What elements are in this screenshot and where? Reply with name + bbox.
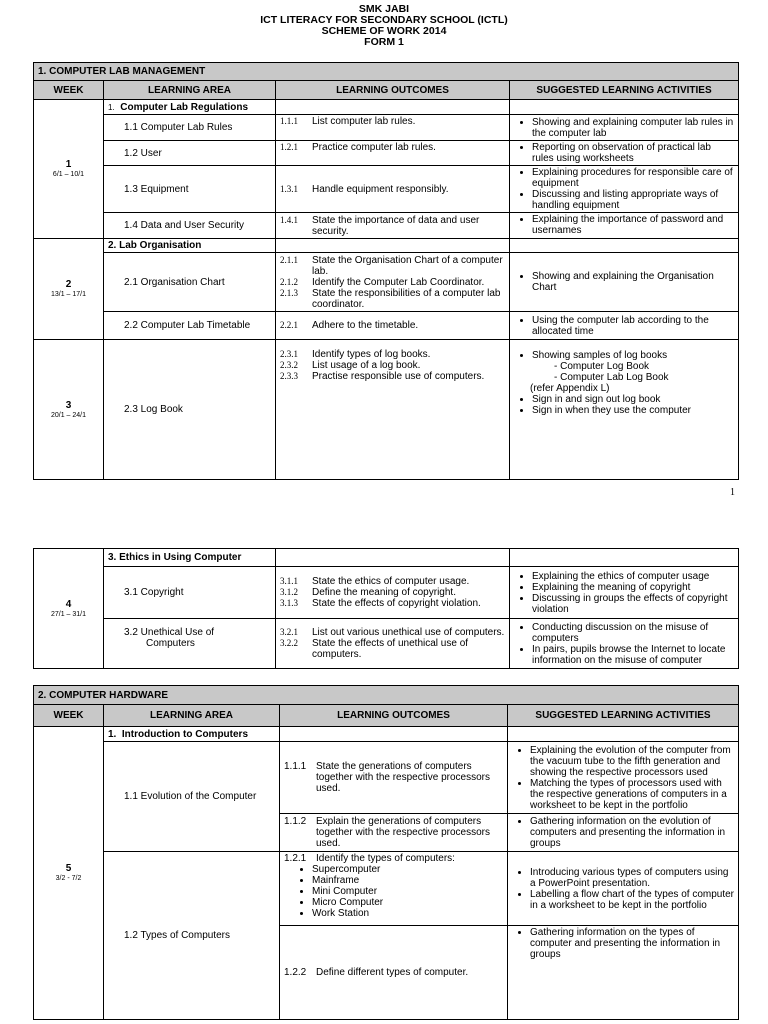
activity-cell: [510, 166, 739, 213]
subtopic-heading: [104, 727, 280, 742]
document-title: SCHEME OF WORK 2014: [321, 25, 447, 37]
col-activities: SUGGESTED LEARNING ACTIVITIES: [508, 705, 739, 727]
outcome-number: 2.3.1: [280, 349, 298, 359]
subtopic-heading: [104, 100, 276, 115]
col-learning-area: LEARNING AREA: [104, 81, 276, 100]
outcome-number: 2.2.1: [280, 320, 298, 330]
outcome-text: Adhere to the timetable.: [312, 320, 419, 331]
outcome-text: State the importance of data and user security.: [312, 214, 480, 237]
outcome-cell: [280, 742, 508, 814]
activity-item: • Explaining the evolution of the computer from the vacuum tube to the fifth generation and showing the respective processors used: [530, 745, 734, 778]
computer-type-item: • Supercomputer: [312, 864, 503, 875]
empty-cell: [508, 727, 739, 742]
learning-area-line: Computers: [146, 638, 195, 649]
activity-item: • Showing and explaining computer lab rules in the computer lab: [532, 117, 734, 139]
outcome-number: 1.1.2: [284, 816, 307, 827]
activity-item: • Discussing in groups the effects of copyright violation: [532, 593, 734, 615]
outcome-cell: [276, 619, 510, 669]
activity-item: • In pairs, pupils browse the Internet to locate information on the misuse of computer: [532, 644, 734, 666]
outcome-text: Practice computer lab rules.: [312, 142, 436, 153]
subtopic-number: 1.: [108, 102, 115, 112]
outcome-number: 1.4.1: [280, 214, 298, 225]
outcome-text: Define different types of computer.: [316, 967, 469, 978]
empty-cell: [280, 727, 508, 742]
week-number: 4: [65, 598, 72, 610]
computer-type-item: • Work Station: [312, 908, 503, 919]
outcome-number: 2.1.3: [280, 287, 298, 298]
outcome-text: List out various unethical use of computers.: [312, 627, 505, 638]
computer-type-item: • Micro Computer: [312, 897, 503, 908]
outcome-cell: [276, 340, 510, 480]
activity-cell: [510, 619, 739, 669]
week-cell: [34, 239, 104, 340]
subtopic-heading: 3. Ethics in Using Computer: [104, 549, 276, 567]
subtopic-label: Computer Lab Regulations: [120, 101, 249, 113]
learning-area: 1.1 Evolution of the Computer: [104, 742, 280, 852]
outcome-text: Identify the types of computers:: [316, 853, 455, 864]
subtopic-number: 1.: [108, 728, 117, 740]
outcome-cell: [276, 567, 510, 619]
outcome-text: Explain the generations of computers together with the respective processors used.: [316, 816, 490, 849]
week-number: 2: [65, 279, 72, 290]
outcome-number: 1.3.1: [280, 183, 298, 194]
form-label: FORM 1: [364, 36, 404, 48]
activity-cell: [508, 852, 739, 926]
outcome-text: State the ethics of computer usage.: [312, 576, 470, 587]
empty-cell: [276, 100, 510, 115]
week-cell: [34, 340, 104, 480]
week-cell: [34, 549, 104, 669]
activity-item: • Explaining procedures for responsible care of equipment: [532, 167, 734, 189]
activity-item: • Discussing and listing appropriate ways of handling equipment: [532, 189, 734, 211]
outcome-text: State the Organisation Chart of a computer lab.: [312, 254, 503, 277]
outcome-text: Identify types of log books.: [312, 349, 431, 360]
learning-area-line: 3.2 Unethical Use of: [124, 627, 215, 638]
empty-cell: [510, 239, 739, 253]
outcome-number: 1.2.1: [280, 142, 298, 152]
outcome-text: State the responsibilities of a computer lab coordinator.: [312, 287, 501, 310]
outcome-number: 2.1.2: [280, 276, 298, 287]
learning-area: 1.4 Data and User Security: [104, 213, 276, 239]
learning-area: 1.1 Computer Lab Rules: [104, 115, 276, 141]
activity-cell: [510, 312, 739, 340]
col-learning-area: LEARNING AREA: [104, 705, 280, 727]
learning-area: [104, 619, 276, 669]
col-learning-outcomes: LEARNING OUTCOMES: [280, 705, 508, 727]
outcome-text: State the effects of copyright violation.: [312, 598, 481, 609]
week-dates: 27/1 – 31/1: [50, 610, 87, 618]
week-number: 3: [65, 399, 72, 411]
page-number: 1: [730, 487, 735, 498]
subtopic-label: Introduction to Computers: [121, 728, 249, 740]
empty-cell: [276, 549, 510, 567]
outcome-cell: [276, 141, 510, 166]
learning-area: 3.1 Copyright: [104, 567, 276, 619]
activity-cell: [510, 340, 739, 480]
scheme-table-ethics: [33, 548, 739, 669]
activity-item: • Sign in and sign out log book: [532, 394, 734, 405]
activity-item: • Explaining the ethics of computer usage: [532, 571, 734, 582]
week-dates: 3/2 - 7/2: [55, 875, 82, 882]
outcome-text: Handle equipment responsibly.: [312, 183, 449, 195]
learning-area: 2.1 Organisation Chart: [104, 253, 276, 312]
subject-title: ICT LITERACY FOR SECONDARY SCHOOL (ICTL): [260, 14, 508, 26]
activity-item: • Gathering information on the evolution of computers and presenting the information in groups: [530, 816, 734, 849]
outcome-number: 2.1.1: [280, 254, 298, 265]
activity-cell: [510, 253, 739, 312]
col-week: WEEK: [34, 81, 104, 100]
activity-cell: [510, 141, 739, 166]
appendix-reference: (refer Appendix L): [530, 383, 610, 394]
activity-cell: [510, 115, 739, 141]
outcome-number: 2.3.3: [280, 371, 298, 381]
activity-subitem: - Computer Lab Log Book: [554, 372, 734, 383]
activity-cell: [508, 814, 739, 852]
outcome-number: 2.3.2: [280, 360, 298, 370]
activity-item: • Matching the types of processors used with the respective generations of computers in a worksheet to be kept in the portfolio: [530, 778, 734, 811]
week-dates: 13/1 – 17/1: [50, 291, 87, 298]
outcome-cell: [276, 213, 510, 239]
activity-item: • Showing and explaining the Organisation Chart: [532, 271, 734, 293]
outcome-number: 1.1.1: [280, 116, 298, 126]
outcome-number: 3.2.1: [280, 627, 298, 637]
outcome-cell: [276, 312, 510, 340]
outcome-cell: [276, 253, 510, 312]
activity-item: • Conducting discussion on the misuse of computers: [532, 622, 734, 644]
outcome-text: Define the meaning of copyright.: [312, 587, 456, 598]
empty-cell: [510, 100, 739, 115]
learning-area: 2.2 Computer Lab Timetable: [104, 312, 276, 340]
week-number: 5: [65, 863, 72, 874]
computer-type-item: • Mainframe: [312, 875, 503, 886]
outcome-text: List computer lab rules.: [312, 116, 416, 127]
outcome-number: 3.1.1: [280, 576, 298, 586]
outcome-number: 1.2.1: [284, 853, 307, 864]
outcome-number: 3.1.2: [280, 587, 298, 597]
empty-cell: [276, 239, 510, 253]
col-learning-outcomes: LEARNING OUTCOMES: [276, 81, 510, 100]
learning-area: 1.2 User: [104, 141, 276, 166]
outcome-number: 3.1.3: [280, 598, 298, 608]
week-dates: 6/1 – 10/1: [52, 171, 85, 178]
scheme-table-hardware: [33, 685, 739, 1020]
learning-area: 1.2 Types of Computers: [104, 852, 280, 1020]
outcome-number: 3.2.2: [280, 638, 298, 648]
col-activities: SUGGESTED LEARNING ACTIVITIES: [510, 81, 739, 100]
activity-item: • Showing samples of log books: [532, 350, 734, 361]
activity-item: • Using the computer lab according to the allocated time: [532, 315, 734, 337]
outcome-text: State the effects of unethical use of computers.: [312, 638, 469, 660]
activity-cell: [508, 926, 739, 1020]
activity-item: • Sign in when they use the computer: [532, 405, 734, 416]
activity-item: • Reporting on observation of practical lab rules using worksheets: [532, 142, 734, 164]
outcome-text: Practise responsible use of computers.: [312, 371, 485, 382]
outcome-number: 1.1.1: [284, 761, 307, 772]
section-title: 1. COMPUTER LAB MANAGEMENT: [34, 63, 739, 81]
learning-area: 1.3 Equipment: [104, 166, 276, 213]
week-cell: [34, 727, 104, 1020]
activity-item: • Introducing various types of computers using a PowerPoint presentation.: [530, 867, 734, 889]
activity-cell: [510, 213, 739, 239]
col-week: WEEK: [34, 705, 104, 727]
activity-item: • Gathering information on the types of computer and presenting the information in groups: [530, 927, 734, 960]
week-number: 1: [65, 159, 72, 170]
outcome-cell: [276, 115, 510, 141]
activity-item: • Explaining the meaning of copyright: [532, 582, 734, 593]
activity-subitem: - Computer Log Book: [554, 361, 734, 372]
activity-cell: [510, 567, 739, 619]
subtopic-heading: 2. Lab Organisation: [104, 239, 276, 253]
activity-item: • Explaining the importance of password and usernames: [532, 214, 734, 236]
activity-item: • Labelling a flow chart of the types of computer in a worksheet to be kept in the portfolio: [530, 889, 734, 911]
outcome-text: State the generations of computers together with the respective processors used.: [316, 761, 490, 794]
outcome-cell: [280, 926, 508, 1020]
section-title: 2. COMPUTER HARDWARE: [34, 686, 739, 705]
school-name: SMK JABI: [358, 3, 410, 15]
outcome-cell: [280, 814, 508, 852]
week-cell: [34, 100, 104, 239]
outcome-text: List usage of a log book.: [312, 360, 421, 371]
empty-cell: [510, 549, 739, 567]
outcome-text: Identify the Computer Lab Coordinator.: [312, 276, 485, 288]
outcome-cell: [276, 166, 510, 213]
document-header: [0, 4, 768, 48]
scheme-table-lab-management: [33, 62, 739, 480]
week-dates: 20/1 – 24/1: [50, 411, 87, 419]
computer-type-item: • Mini Computer: [312, 886, 503, 897]
outcome-number: 1.2.2: [284, 967, 307, 978]
activity-cell: [508, 742, 739, 814]
learning-area: 2.3 Log Book: [104, 340, 276, 480]
outcome-cell: [280, 852, 508, 926]
